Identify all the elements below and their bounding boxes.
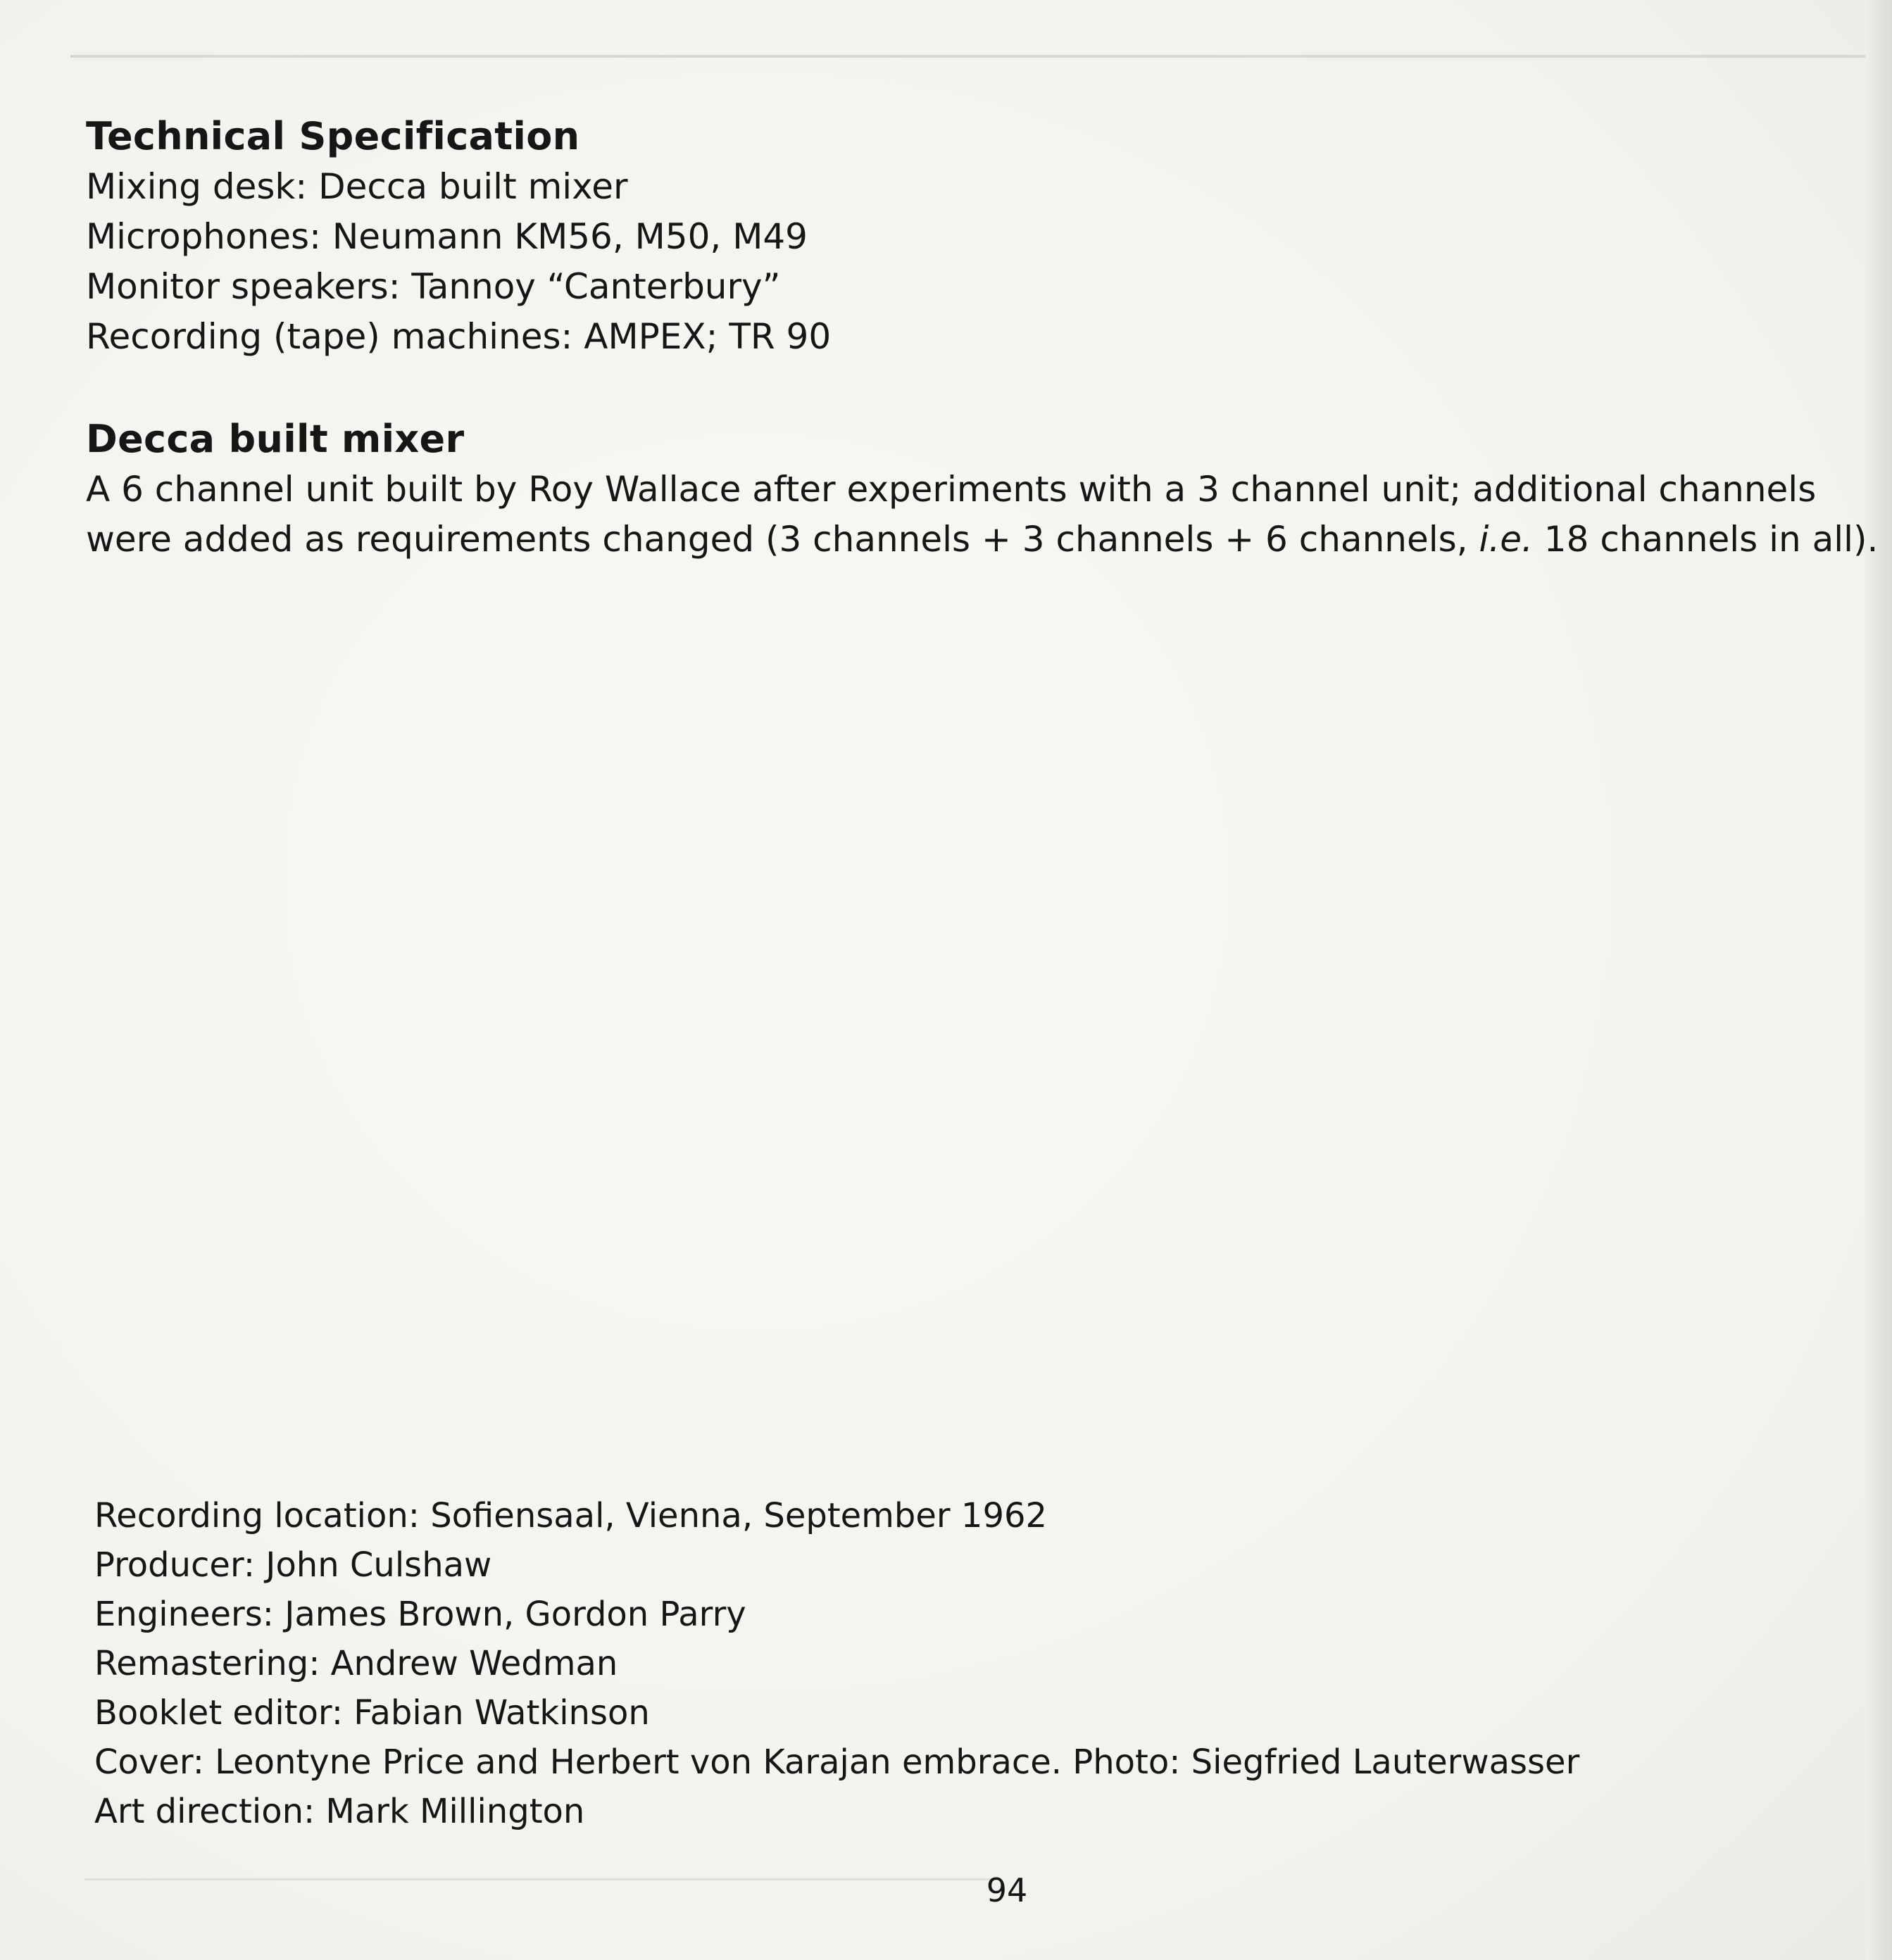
- mixer-text-before: A 6 channel unit built by Roy Wallace after experiments with a 3 channel unit; additional channels were added as requirements changed (3 channels + 3 channels + 6 channels,: [86, 469, 1817, 560]
- decca-mixer-description: [86, 465, 1888, 565]
- decca-mixer-heading: Decca built mixer: [86, 417, 465, 461]
- technical-specification-heading: Technical Specification: [86, 114, 580, 158]
- spec-microphones: Microphones: Neumann KM56, M50, M49: [86, 216, 808, 257]
- spec-recording-machines: Recording (tape) machines: AMPEX; TR 90: [86, 316, 832, 357]
- credits-section: [94, 1491, 1579, 1836]
- technical-specification-section: [86, 111, 831, 362]
- credit-engineers: Engineers: James Brown, Gordon Parry: [94, 1595, 746, 1634]
- page-number: 94: [986, 1871, 1028, 1909]
- decca-mixer-section: [86, 414, 1888, 565]
- page-edge-shadow: [1865, 0, 1892, 1960]
- credit-remastering: Remastering: Andrew Wedman: [94, 1644, 618, 1683]
- credit-recording-location: Recording location: Sofiensaal, Vienna, September 1962: [94, 1496, 1048, 1535]
- spec-mixing-desk: Mixing desk: Decca built mixer: [86, 166, 628, 207]
- bottom-rule: [84, 1878, 1000, 1880]
- mixer-text-italic: i.e.: [1479, 519, 1533, 560]
- credit-producer: Producer: John Culshaw: [94, 1545, 492, 1585]
- credit-art-direction: Art direction: Mark Millington: [94, 1792, 585, 1831]
- spec-monitor-speakers: Monitor speakers: Tannoy “Canterbury”: [86, 266, 781, 307]
- credit-cover: Cover: Leontyne Price and Herbert von Karajan embrace. Photo: Siegfried Lauterwasser: [94, 1742, 1580, 1782]
- top-rule: [70, 55, 1892, 58]
- mixer-text-after: 18 channels in all).: [1532, 519, 1879, 560]
- credit-booklet-editor: Booklet editor: Fabian Watkinson: [94, 1693, 650, 1733]
